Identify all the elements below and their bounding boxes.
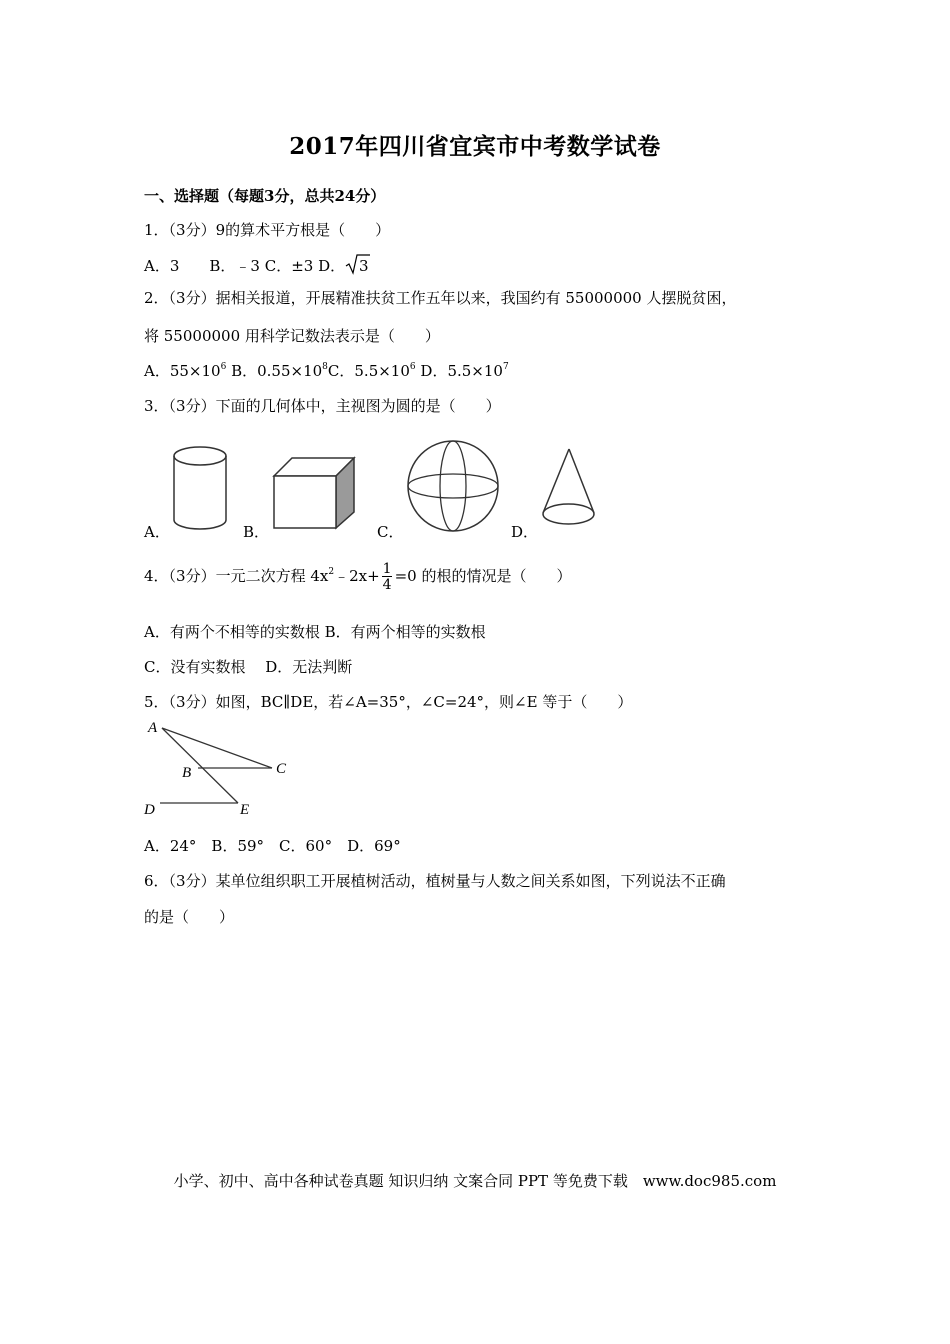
option-b: B．0.55×10 (231, 362, 323, 380)
option-label-d: D． (511, 523, 539, 541)
question-2-options (144, 360, 509, 381)
cone-figure (538, 445, 600, 529)
question-4-stem (144, 562, 571, 592)
sphere-figure (404, 438, 504, 536)
question-4-stem-b: ﹣2x+ (334, 567, 380, 585)
option-d-exponent: 7 (502, 362, 509, 372)
question-2-line-2: 将 55000000 用科学记数法表示是（ ） (144, 327, 440, 345)
question-2-line-1: 2．（3分）据相关报道，开展精准扶贫工作五年以来，我国约有 55000000 人摆脱贫困， (144, 289, 737, 307)
label-c: C (276, 761, 287, 777)
question-5-stem: 5．（3分）如图，BC∥DE，若∠A=35°，∠C=24°，则∠E 等于（ ） (144, 693, 633, 711)
option-d: D．5.5×10 (420, 362, 503, 380)
label-b: B (182, 765, 192, 781)
page-footer: 小学、初中、高中各种试卷真题 知识归纳 文案合同 PPT 等免费下载 www.doc985.com (173, 1172, 777, 1190)
cylinder-figure (170, 444, 234, 534)
option-label-c: C． (377, 523, 404, 541)
option-label-b: B． (243, 523, 270, 541)
question-4-stem-c: =0 的根的情况是（ ） (394, 567, 572, 585)
question-6-line-1: 6．（3分）某单位组织职工开展植树活动，植树量与人数之间关系如图，下列说法不正确 (144, 872, 726, 890)
option-a-exponent: 6 (220, 362, 227, 372)
question-4-options-line-1: A．有两个不相等的实数根 B．有两个相等的实数根 (144, 623, 486, 641)
option-c: C．5.5×10 (327, 362, 410, 380)
fraction (381, 562, 394, 592)
fraction-denominator: 4 (382, 577, 392, 593)
question-4-options-line-2: C．没有实数根 D．无法判断 (144, 658, 353, 676)
question-4-stem-a: 4．（3分）一元二次方程 4x (144, 567, 329, 585)
question-3-stem: 3．（3分）下面的几何体中，主视图为圆的是（ ） (144, 397, 501, 415)
geometry-figure (140, 716, 300, 822)
label-e: E (240, 802, 250, 818)
question-6-line-2: 的是（ ） (144, 908, 235, 926)
exponent: 2 (328, 567, 335, 577)
sqrt-argument: 3 (359, 257, 369, 275)
page-title: 2017年四川省宜宾市中考数学试卷 (289, 133, 661, 160)
sqrt-symbol (345, 253, 371, 279)
option-label-a: A． (144, 523, 170, 541)
question-5-options: A．24° B．59° C．60° D．69° (144, 837, 401, 855)
label-a: A (148, 720, 158, 736)
question-1-options (144, 253, 371, 279)
cube-figure (270, 452, 358, 532)
option-b-exponent: 8 (322, 362, 328, 372)
question-1-stem: 1．（3分）9的算术平方根是（ ） (144, 221, 391, 239)
section-heading: 一、选择题（每题3分，总共24分） (144, 187, 386, 205)
option-a: A．55×10 (144, 362, 221, 380)
label-d: D (144, 802, 155, 818)
fraction-numerator: 1 (382, 561, 392, 577)
option-c-exponent: 6 (409, 362, 416, 372)
question-1-options-text: A．3 B．﹣3 C．±3 D． (144, 257, 346, 275)
